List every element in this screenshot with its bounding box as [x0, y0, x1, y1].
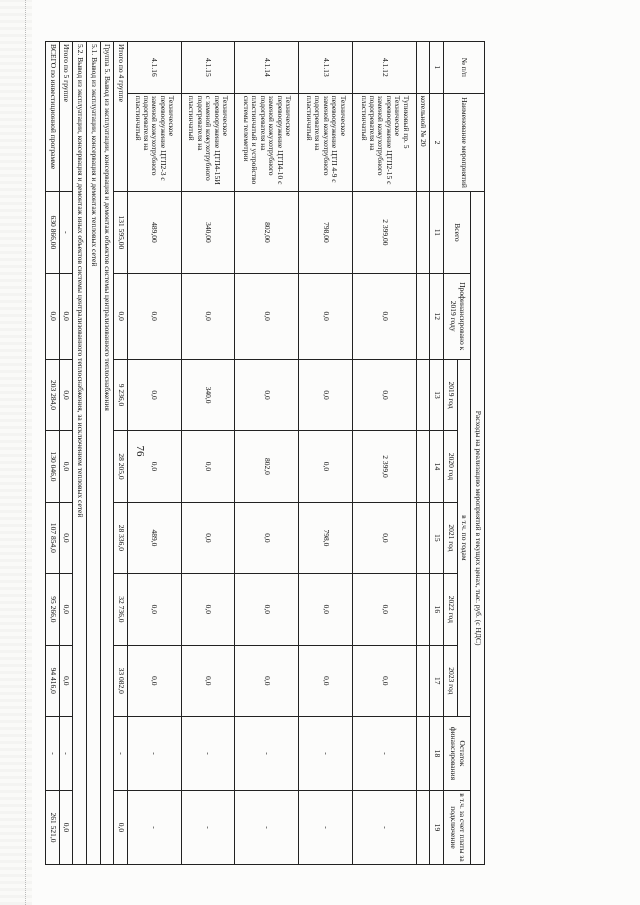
cell-name: Техническое перевооружение ЦТП4-10 с заменой кожухотрубного подогревателя на пластинчатый и устройство системы телеметрии: [235, 93, 299, 192]
cell-2022: 0,0: [59, 574, 73, 645]
table-row: [299, 42, 353, 865]
col-number: 2: [430, 93, 444, 192]
group-title: Группа 5. Вывод из эксплуатации, консервация и демонтаж объектов системы централизованного теплоснабжения: [100, 42, 114, 865]
cell-2023: 0,0: [181, 645, 235, 716]
year-2022: 2022 год: [444, 574, 458, 645]
cell-prefinanced: 0,0: [235, 273, 299, 359]
cell-2021: 107 854,0: [46, 502, 60, 573]
cell-2022: 0,0: [235, 574, 299, 645]
col-number: 13: [430, 359, 444, 430]
rotated-table-wrapper: [45, 41, 485, 865]
col-number: 14: [430, 431, 444, 502]
cell-prefinanced: [416, 273, 430, 359]
cell-2020: 0,0: [299, 431, 353, 502]
cell-connection: 261 521,0: [46, 790, 60, 864]
cell-prefinanced: 0,0: [127, 273, 181, 359]
col-number: 18: [430, 717, 444, 791]
cell-name: Тупиковый пр. 5 Техническое перевооружение ЦТП2-15 с заменой кожухотрубного подогревателя на пластинчатый: [353, 93, 417, 192]
cell-2020: 130 046,0: [46, 431, 60, 502]
cell-2020: 28 205,0: [114, 431, 128, 502]
subsection-row: [87, 42, 101, 865]
cell-connection: -: [235, 790, 299, 864]
page-number: 76: [134, 445, 146, 457]
cell-2022: 32 736,0: [114, 574, 128, 645]
cell-total: 489,00: [127, 192, 181, 273]
cell-2020: 0,0: [181, 431, 235, 502]
header-total: Всего: [444, 192, 471, 273]
cell-num: 4.1.16: [127, 42, 181, 94]
finance-table: [45, 41, 485, 865]
subsection-row: [73, 42, 87, 865]
cell-remaining: -: [127, 717, 181, 791]
cell-2021: 0,0: [353, 502, 417, 573]
col-number: 11: [430, 192, 444, 273]
cell-2023: 0,0: [353, 645, 417, 716]
cell-2023: 0,0: [235, 645, 299, 716]
cell-num: [416, 42, 430, 94]
cell-2021: 0,0: [59, 502, 73, 573]
cell-2019: 203 284,0: [46, 359, 60, 430]
cell-total: 630 866,00: [46, 192, 60, 273]
cell-num: 4.1.12: [353, 42, 417, 94]
cell-remaining: [416, 717, 430, 791]
cell-prefinanced: 0,0: [299, 273, 353, 359]
col-number: 1: [430, 42, 444, 94]
cell-connection: -: [353, 790, 417, 864]
cell-2022: 0,0: [181, 574, 235, 645]
cell-total: 802,00: [235, 192, 299, 273]
cell-connection: -: [299, 790, 353, 864]
total-label: Итого по 5 группе: [59, 42, 73, 192]
cell-2020: 0,0: [59, 431, 73, 502]
header-remaining: Остаток финансирования: [444, 717, 471, 791]
header-prefinanced: Профинансировано к 2019 году: [444, 273, 471, 359]
cell-total: -: [59, 192, 73, 273]
cell-name: Техническое перевооружение ЦТП2-3 с заменой кожухотрубного подогревателя на пластинчатый: [127, 93, 181, 192]
table-row: [416, 42, 430, 865]
header-by-year: в т.ч. по годам: [457, 359, 471, 716]
cell-remaining: -: [181, 717, 235, 791]
cell-prefinanced: 0,0: [59, 273, 73, 359]
cell-2019: 0,0: [59, 359, 73, 430]
cell-connection: 0,0: [59, 790, 73, 864]
total-label: ВСЕГО по инвестиционной программе: [46, 42, 60, 192]
cell-2021: 0,0: [181, 502, 235, 573]
cell-prefinanced: 0,0: [114, 273, 128, 359]
cell-2020: 2 399,0: [353, 431, 417, 502]
cell-remaining: -: [59, 717, 73, 791]
cell-2021: 489,0: [127, 502, 181, 573]
table-row: [127, 42, 181, 865]
cell-2023: 0,0: [127, 645, 181, 716]
cell-name: котельной № 20: [416, 93, 430, 192]
grand-total-row: [46, 42, 60, 865]
table-row: [353, 42, 417, 865]
total-label: Итого по 4 группе: [114, 42, 128, 192]
cell-connection: [416, 790, 430, 864]
cell-2023: 33 082,0: [114, 645, 128, 716]
total-row-group5: [59, 42, 73, 865]
col-number: 19: [430, 790, 444, 864]
cell-2023: 0,0: [299, 645, 353, 716]
cell-total: 798,00: [299, 192, 353, 273]
cell-2019: 9 236,0: [114, 359, 128, 430]
cell-remaining: -: [353, 717, 417, 791]
subsection-title: 5.1. Вывод из эксплуатации, консервация и демонтаж тепловых сетей: [87, 42, 101, 865]
cell-remaining: -: [235, 717, 299, 791]
header-num: № п/п: [444, 42, 485, 94]
cell-2022: 95 266,0: [46, 574, 60, 645]
year-2021: 2021 год: [444, 502, 458, 573]
column-numbers-row: [430, 42, 444, 865]
cell-connection: 0,0: [114, 790, 128, 864]
subsection-title: 5.2. Вывод из эксплуатации, консервация и демонтаж иных объектов системы централизованного теплоснабжения, за исключением тепловых сетей: [73, 42, 87, 865]
year-2019: 2019 год: [444, 359, 458, 430]
cell-2020: 802,0: [235, 431, 299, 502]
cell-num: 4.1.14: [235, 42, 299, 94]
col-number: 12: [430, 273, 444, 359]
cell-remaining: -: [299, 717, 353, 791]
col-number: 17: [430, 645, 444, 716]
cell-connection: -: [181, 790, 235, 864]
cell-2023: 94 416,0: [46, 645, 60, 716]
cell-2019: [416, 359, 430, 430]
cell-remaining: -: [114, 717, 128, 791]
table-row: [235, 42, 299, 865]
cell-name: Техническое перевооружение ЦТП 4-9 с заменой кожухотрубного подогревателя на пластинчатый: [299, 93, 353, 192]
cell-total: 340,00: [181, 192, 235, 273]
cell-remaining: -: [46, 717, 60, 791]
scan-edge: [0, 0, 32, 905]
cell-total: 2 399,00: [353, 192, 417, 273]
cell-2022: [416, 574, 430, 645]
cell-2021: [416, 502, 430, 573]
cell-2021: 28 336,0: [114, 502, 128, 573]
cell-prefinanced: 0,0: [181, 273, 235, 359]
group5-row: [100, 42, 114, 865]
cell-2019: 340,0: [181, 359, 235, 430]
col-number: 15: [430, 502, 444, 573]
cell-2019: 0,0: [127, 359, 181, 430]
cell-2022: 0,0: [353, 574, 417, 645]
cell-connection: -: [127, 790, 181, 864]
cell-2022: 0,0: [127, 574, 181, 645]
cell-prefinanced: 0,0: [353, 273, 417, 359]
cell-name: Техническое перевооружение ЦТП4-15И с заменой кожухотрубного подогревателя на пластинчатый: [181, 93, 235, 192]
cell-total: [416, 192, 430, 273]
cell-2020: 0,0: [127, 431, 181, 502]
cell-2021: 798,0: [299, 502, 353, 573]
cell-2019: 0,0: [299, 359, 353, 430]
table-row: [181, 42, 235, 865]
cell-num: 4.1.13: [299, 42, 353, 94]
header-name: Наименование мероприятий: [444, 93, 485, 192]
cell-2023: 0,0: [59, 645, 73, 716]
cell-2020: [416, 431, 430, 502]
cell-2022: 0,0: [299, 574, 353, 645]
cell-num: 4.1.15: [181, 42, 235, 94]
total-row-group4: [114, 42, 128, 865]
cell-2023: [416, 645, 430, 716]
col-number: 16: [430, 574, 444, 645]
year-2020: 2020 год: [444, 431, 458, 502]
cell-2021: 0,0: [235, 502, 299, 573]
cell-total: 131 595,00: [114, 192, 128, 273]
cell-prefinanced: 0,0: [46, 273, 60, 359]
cell-2019: 0,0: [235, 359, 299, 430]
cell-2019: 0,0: [353, 359, 417, 430]
header-expenses: Расходы на реализацию мероприятий в текущих ценах, тыс. руб. (с НДС): [471, 192, 485, 865]
header-connection: в т.ч. за счет платы за подключение: [444, 790, 471, 864]
year-2023: 2023 год: [444, 645, 458, 716]
